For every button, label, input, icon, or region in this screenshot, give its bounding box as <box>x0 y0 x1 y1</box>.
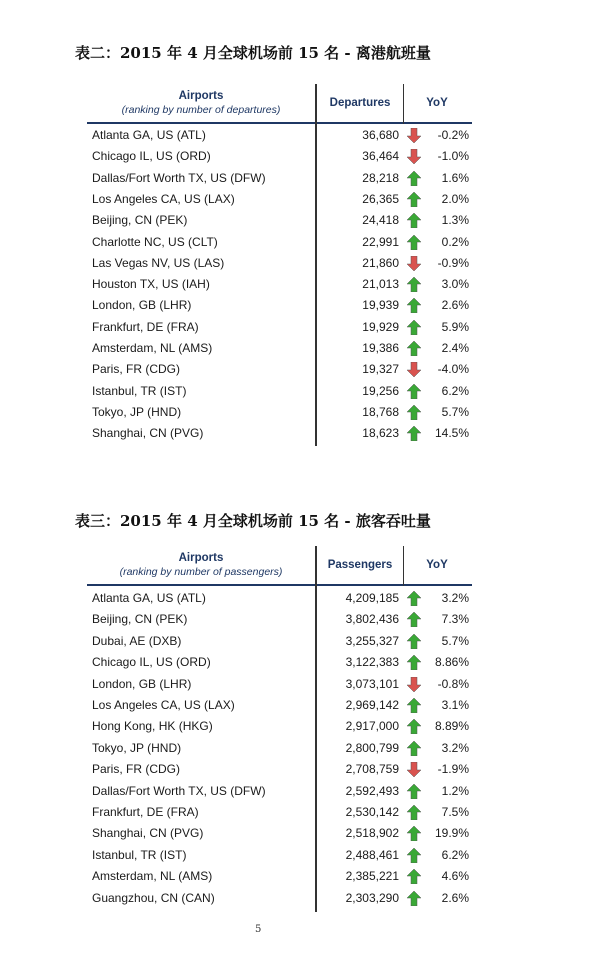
table-row <box>75 652 475 673</box>
airport-cell: Dallas/Fort Worth TX, US (DFW) <box>92 170 266 185</box>
value-cell: 2,488,461 <box>345 847 399 862</box>
arrow-up-icon <box>407 634 421 649</box>
passengers-table <box>75 546 475 912</box>
table-row <box>75 823 475 844</box>
arrow-up-icon <box>407 171 421 186</box>
arrow-down-icon <box>407 256 421 271</box>
yoy-header <box>405 84 469 122</box>
yoy-cell: 3.2% <box>441 591 469 605</box>
table-row <box>75 125 475 146</box>
arrow-down-icon <box>407 149 421 164</box>
table-row <box>75 802 475 823</box>
value-cell: 36,680 <box>362 128 399 142</box>
value-cell: 21,013 <box>362 277 399 292</box>
value-cell: 18,623 <box>362 426 399 441</box>
table-row <box>75 381 475 402</box>
airport-cell: Charlotte NC, US (CLT) <box>92 234 218 249</box>
airport-cell: Los Angeles CA, US (LAX) <box>92 191 235 206</box>
table2-title: 表三：2015 年 4 月全球机场前 15 名 - 旅客吞吐量 <box>75 512 431 530</box>
airport-cell: Dallas/Fort Worth TX, US (DFW) <box>92 783 266 798</box>
yoy-cell: 2.4% <box>441 341 469 355</box>
airport-cell: Paris, FR (CDG) <box>92 762 180 777</box>
airport-cell: Amsterdam, NL (AMS) <box>92 869 213 884</box>
table-row <box>75 359 475 380</box>
table1-title: 表二：2015 年 4 月全球机场前 15 名 - 离港航班量 <box>75 44 431 62</box>
page-number: 5 <box>255 924 262 935</box>
value-cell: 2,385,221 <box>345 869 399 884</box>
arrow-up-icon <box>407 741 421 756</box>
table-row <box>75 317 475 338</box>
table-row <box>75 631 475 652</box>
airport-cell: Shanghai, CN (PVG) <box>92 826 204 841</box>
table-row <box>75 716 475 737</box>
airport-cell: Istanbul, TR (IST) <box>92 847 187 862</box>
airport-header <box>87 546 315 584</box>
airport-cell: Tokyo, JP (HND) <box>92 740 182 755</box>
value-header <box>317 546 403 584</box>
yoy-cell: 2.6% <box>441 890 469 905</box>
yoy-cell: 5.9% <box>441 319 469 334</box>
airport-cell: Houston TX, US (IAH) <box>92 277 210 292</box>
value-cell: 21,860 <box>362 255 399 270</box>
yoy-header-label: YoY <box>426 559 448 571</box>
yoy-cell: 6.2% <box>441 847 469 862</box>
arrow-down-icon <box>407 128 421 143</box>
arrow-down-icon <box>407 677 421 692</box>
table-row <box>75 232 475 253</box>
value-cell: 19,256 <box>362 383 399 398</box>
arrow-up-icon <box>407 235 421 250</box>
yoy-cell: 2.0% <box>441 191 469 206</box>
table-row <box>75 146 475 167</box>
arrow-up-icon <box>407 384 421 399</box>
table-row <box>75 588 475 609</box>
arrow-up-icon <box>407 298 421 313</box>
arrow-up-icon <box>407 591 421 606</box>
value-cell: 26,365 <box>362 191 399 206</box>
value-cell: 18,768 <box>362 404 399 419</box>
airport-cell: Paris, FR (CDG) <box>92 362 180 377</box>
arrow-up-icon <box>407 719 421 734</box>
arrow-up-icon <box>407 405 421 420</box>
value-cell: 2,800,799 <box>345 740 399 755</box>
yoy-cell: -0.2% <box>437 128 469 142</box>
table-row <box>75 888 475 909</box>
airport-cell: Hong Kong, HK (HKG) <box>92 719 213 734</box>
table-row <box>75 189 475 210</box>
value-cell: 4,209,185 <box>345 591 399 605</box>
departures-table <box>75 84 475 446</box>
arrow-up-icon <box>407 826 421 841</box>
table-row <box>75 274 475 295</box>
value-cell: 2,530,142 <box>345 805 399 819</box>
value-cell: 2,708,759 <box>345 762 399 777</box>
yoy-cell: 1.6% <box>441 170 469 185</box>
table-row <box>75 866 475 887</box>
column-divider <box>403 546 404 586</box>
table-row <box>75 845 475 866</box>
value-header <box>317 84 403 122</box>
yoy-cell: 19.9% <box>434 826 469 841</box>
airport-cell: Dubai, AE (DXB) <box>92 633 182 648</box>
value-cell: 28,218 <box>362 170 399 185</box>
arrow-up-icon <box>407 612 421 627</box>
yoy-cell: 8.86% <box>434 655 469 670</box>
arrow-up-icon <box>407 426 421 441</box>
arrow-up-icon <box>407 805 421 820</box>
yoy-cell: 5.7% <box>441 633 469 648</box>
airport-cell: Tokyo, JP (HND) <box>92 404 182 419</box>
airport-cell: Beijing, CN (PEK) <box>92 213 188 228</box>
value-header-label: Departures <box>329 97 391 109</box>
arrow-up-icon <box>407 192 421 207</box>
airport-header-label: Airports <box>178 552 224 564</box>
yoy-cell: 7.5% <box>441 805 469 819</box>
table-row <box>75 759 475 780</box>
yoy-cell: 3.0% <box>441 277 469 292</box>
airport-cell: Amsterdam, NL (AMS) <box>92 341 213 355</box>
airport-header-label: Airports <box>178 90 224 102</box>
table-row <box>75 738 475 759</box>
airport-header <box>87 84 315 122</box>
value-cell: 2,592,493 <box>345 783 399 798</box>
yoy-cell: 3.2% <box>441 740 469 755</box>
table-row <box>75 253 475 274</box>
airport-cell: Guangzhou, CN (CAN) <box>92 890 215 905</box>
yoy-cell: 14.5% <box>434 426 469 441</box>
value-cell: 19,386 <box>362 341 399 355</box>
value-cell: 3,802,436 <box>345 612 399 627</box>
airport-cell: London, GB (LHR) <box>92 298 192 313</box>
table-row <box>75 423 475 444</box>
arrow-up-icon <box>407 869 421 884</box>
yoy-cell: -0.8% <box>437 676 469 691</box>
arrow-up-icon <box>407 320 421 335</box>
airport-cell: Istanbul, TR (IST) <box>92 383 187 398</box>
value-header-label: Passengers <box>327 559 393 571</box>
yoy-cell: 4.6% <box>441 869 469 884</box>
arrow-up-icon <box>407 655 421 670</box>
yoy-cell: 1.2% <box>441 783 469 798</box>
yoy-cell: 3.1% <box>441 698 469 712</box>
airport-header-sub: (ranking by number of departures) <box>121 104 281 116</box>
yoy-cell: -1.0% <box>437 149 469 164</box>
yoy-cell: 2.6% <box>441 298 469 313</box>
yoy-header <box>405 546 469 584</box>
arrow-up-icon <box>407 213 421 228</box>
table-row <box>75 674 475 695</box>
airport-cell: Beijing, CN (PEK) <box>92 612 188 627</box>
value-cell: 3,122,383 <box>345 655 399 670</box>
value-cell: 36,464 <box>362 149 399 164</box>
table-row <box>75 781 475 802</box>
column-divider <box>403 84 404 124</box>
table-row <box>75 338 475 359</box>
arrow-up-icon <box>407 891 421 906</box>
yoy-cell: 1.3% <box>441 213 469 228</box>
yoy-cell: -1.9% <box>437 762 469 777</box>
arrow-down-icon <box>407 762 421 777</box>
value-cell: 19,327 <box>362 362 399 377</box>
yoy-cell: 8.89% <box>434 719 469 734</box>
airport-cell: Los Angeles CA, US (LAX) <box>92 698 235 712</box>
value-cell: 24,418 <box>362 213 399 228</box>
arrow-down-icon <box>407 362 421 377</box>
value-cell: 2,303,290 <box>345 890 399 905</box>
airport-cell: Frankfurt, DE (FRA) <box>92 805 199 819</box>
value-cell: 19,929 <box>362 319 399 334</box>
airport-cell: Frankfurt, DE (FRA) <box>92 319 199 334</box>
yoy-header-label: YoY <box>426 97 448 109</box>
airport-cell: London, GB (LHR) <box>92 676 192 691</box>
arrow-up-icon <box>407 277 421 292</box>
airport-header-sub: (ranking by number of passengers) <box>119 566 283 578</box>
value-cell: 3,073,101 <box>345 676 399 691</box>
table-row <box>75 695 475 716</box>
airport-cell: Atlanta GA, US (ATL) <box>92 591 206 605</box>
value-cell: 22,991 <box>362 234 399 249</box>
arrow-up-icon <box>407 341 421 356</box>
value-cell: 2,917,000 <box>345 719 399 734</box>
yoy-cell: -0.9% <box>437 255 469 270</box>
value-cell: 2,518,902 <box>345 826 399 841</box>
value-cell: 3,255,327 <box>345 633 399 648</box>
yoy-cell: 6.2% <box>441 383 469 398</box>
value-cell: 2,969,142 <box>345 698 399 712</box>
table-row <box>75 295 475 316</box>
table-row <box>75 210 475 231</box>
value-cell: 19,939 <box>362 298 399 313</box>
airport-cell: Chicago IL, US (ORD) <box>92 655 211 670</box>
airport-cell: Atlanta GA, US (ATL) <box>92 128 206 142</box>
table-row <box>75 609 475 630</box>
arrow-up-icon <box>407 848 421 863</box>
airport-cell: Las Vegas NV, US (LAS) <box>92 255 225 270</box>
arrow-up-icon <box>407 698 421 713</box>
yoy-cell: -4.0% <box>437 362 469 377</box>
airport-cell: Shanghai, CN (PVG) <box>92 426 204 441</box>
table-row <box>75 402 475 423</box>
yoy-cell: 5.7% <box>441 404 469 419</box>
arrow-up-icon <box>407 784 421 799</box>
yoy-cell: 0.2% <box>441 234 469 249</box>
yoy-cell: 7.3% <box>441 612 469 627</box>
airport-cell: Chicago IL, US (ORD) <box>92 149 211 164</box>
table-row <box>75 168 475 189</box>
